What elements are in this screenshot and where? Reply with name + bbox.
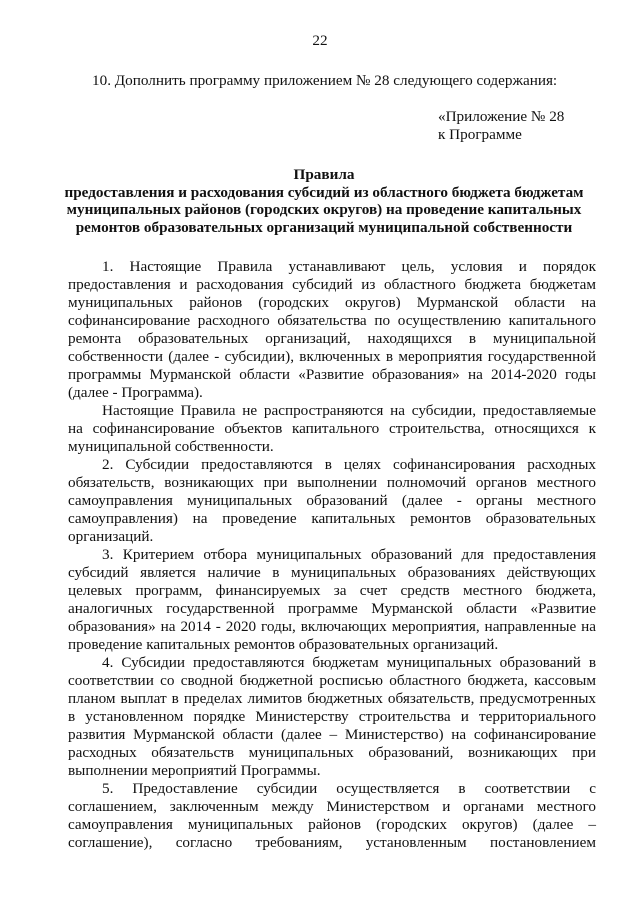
body-text xyxy=(68,258,596,852)
document-title xyxy=(44,166,604,236)
title-main: Правила xyxy=(293,166,355,183)
paragraph-6: 5. Предоставление субсидии осуществляется в соответствии с соглашением, заключенным между Министерством и органами местного самоуправления муниципальных районов (городских округов) (далее – соглашение), согласно требованиям, установленным постановлением xyxy=(68,780,596,851)
appendix-line-2: к Программе xyxy=(438,126,522,143)
title-subtitle: предоставления и расходования субсидий из областного бюджета бюджетам муниципальных районов (городских округов) на проведение капитальных ремонтов образовательных организаций муниципальной собственности xyxy=(64,183,584,236)
paragraph-1: 1. Настоящие Правила устанавливают цель, условия и порядок предоставления и расходования субсидий из областного бюджета бюджетам муниципальных районов (городских округов) Мурманской области на софинансирование расходного обязательства по осуществлению капитального ремонта образовательных организаций, находящихся в муниципальной собственности (далее - субсидии), включенных в мероприятия государственной программы Мурманской области «Развитие образования» на 2014-2020 годы (далее - Программа). xyxy=(68,258,596,401)
paragraph-2: Настоящие Правила не распространяются на субсидии, предоставляемые на софинансирование объектов капитального строительства, относящихся к муниципальной собственности. xyxy=(68,402,596,455)
paragraph-3: 2. Субсидии предоставляются в целях софинансирования расходных обязательств, возникающих при выполнении полномочий органов местного самоуправления муниципальных образований (далее - органы местного самоуправления) на проведение капитальных ремонтов образовательных организаций. xyxy=(68,456,596,545)
intro-line: 10. Дополнить программу приложением № 28 следующего содержания: xyxy=(92,72,558,89)
page-number: 22 xyxy=(312,32,328,49)
paragraph-4: 3. Критерием отбора муниципальных образований для предоставления субсидий является наличие в муниципальных образованиях действующих целевых программ, финансируемых за счет средств местного бюджета, аналогичных государственной программе Мурманской области «Развитие образования» на 2014 - 2020 годы, включающих мероприятия, направленные на проведение капитальных ремонтов образовательных организаций. xyxy=(68,546,596,653)
paragraph-5: 4. Субсидии предоставляются бюджетам муниципальных образований в соответствии со сводной бюджетной росписью областного бюджета, кассовым планом выплат в пределах лимитов бюджетных обязательств, предусмотренных в установленном порядке Министерству строительства и территориального развития Мурманской области (далее – Министерство) на софинансирование расходных обязательств муниципальных образований, возникающих при выполнении мероприятий Программы. xyxy=(68,654,596,779)
appendix-line-1: «Приложение № 28 xyxy=(438,108,565,125)
appendix-reference xyxy=(438,108,618,144)
